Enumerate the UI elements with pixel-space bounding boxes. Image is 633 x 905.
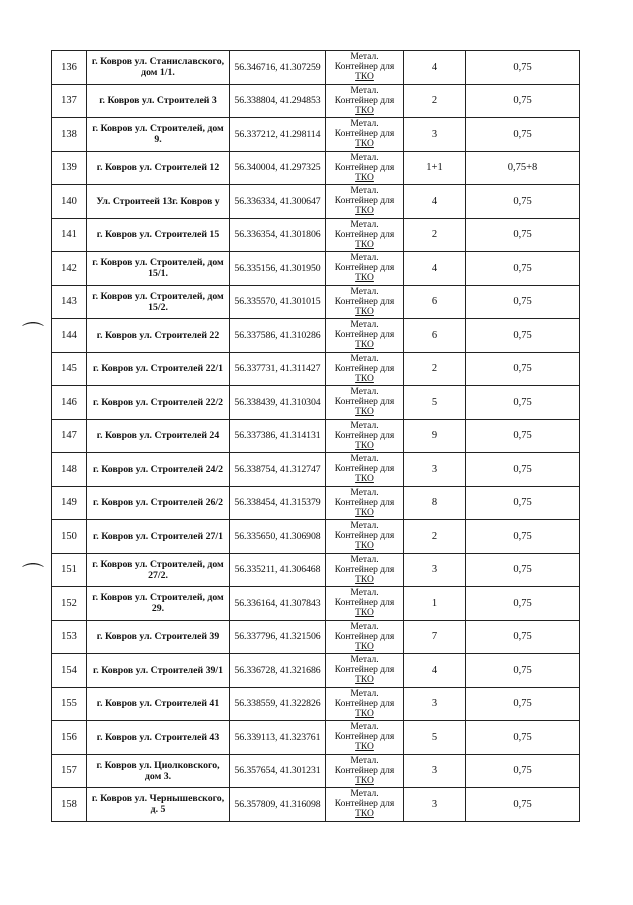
- container-type-cell: [326, 553, 404, 587]
- container-type-line: Метал.: [350, 755, 379, 766]
- margin-mark-top: ⌒: [22, 321, 45, 346]
- coordinates-cell: 56.338804, 41.294853: [230, 84, 326, 118]
- coordinates-cell: 56.337212, 41.298114: [230, 118, 326, 152]
- container-type-line: ТКО: [355, 407, 374, 418]
- margin-mark-bottom: ⌒: [22, 562, 45, 587]
- address-cell: г. Ковров ул. Строителей, дом 29.: [87, 587, 230, 621]
- table-row: [52, 252, 580, 286]
- container-type-line: Метал.: [350, 487, 379, 498]
- container-volume-cell: 0,75: [466, 553, 580, 587]
- container-type-line: Метал.: [350, 52, 379, 63]
- row-number: 137: [52, 84, 87, 118]
- row-number: 151: [52, 553, 87, 587]
- container-type-line: Контейнер для: [334, 162, 395, 173]
- container-count-cell: 3: [404, 687, 466, 721]
- container-type-cell: [326, 118, 404, 152]
- container-type-line: Метал.: [350, 521, 379, 532]
- address-cell: г. Ковров ул. Строителей 39: [87, 620, 230, 654]
- container-count-cell: 1+1: [404, 151, 466, 185]
- container-type-line: Метал.: [350, 219, 379, 230]
- container-volume-cell: 0,75: [466, 218, 580, 252]
- coordinates-cell: 56.337386, 41.314131: [230, 419, 326, 453]
- row-number: 139: [52, 151, 87, 185]
- container-volume-cell: 0,75+8: [466, 151, 580, 185]
- container-count-cell: 8: [404, 486, 466, 520]
- container-type-line: Метал.: [350, 286, 379, 297]
- container-count-cell: 3: [404, 788, 466, 822]
- container-type-line: Контейнер для: [334, 564, 395, 575]
- address-cell: г. Ковров ул. Строителей 12: [87, 151, 230, 185]
- table-row: [52, 386, 580, 420]
- row-number: 145: [52, 352, 87, 386]
- row-number: 140: [52, 185, 87, 219]
- address-cell: г. Ковров ул. Строителей 41: [87, 687, 230, 721]
- container-volume-cell: 0,75: [466, 587, 580, 621]
- container-count-cell: 2: [404, 352, 466, 386]
- table-row: [52, 486, 580, 520]
- container-count-cell: 2: [404, 84, 466, 118]
- container-type-line: Контейнер для: [334, 698, 395, 709]
- container-count-cell: 4: [404, 51, 466, 85]
- coordinates-cell: 56.336354, 41.301806: [230, 218, 326, 252]
- container-type-line: Метал.: [350, 621, 379, 632]
- table-row: [52, 218, 580, 252]
- address-cell: г. Ковров ул. Строителей 24/2: [87, 453, 230, 487]
- coordinates-cell: 56.357809, 41.316098: [230, 788, 326, 822]
- table-row: [52, 721, 580, 755]
- row-number: 152: [52, 587, 87, 621]
- address-cell: г. Ковров ул. Строителей 22/1: [87, 352, 230, 386]
- container-type-cell: [326, 520, 404, 554]
- table-row: [52, 285, 580, 319]
- container-type-cell: [326, 252, 404, 286]
- container-type-line: Метал.: [350, 253, 379, 264]
- container-type-line: ТКО: [355, 474, 374, 485]
- container-type-line: Контейнер для: [334, 296, 395, 307]
- container-type-line: Контейнер для: [334, 464, 395, 475]
- container-volume-cell: 0,75: [466, 51, 580, 85]
- container-type-line: ТКО: [355, 507, 374, 518]
- container-volume-cell: 0,75: [466, 754, 580, 788]
- table-row: [52, 84, 580, 118]
- container-type-cell: [326, 419, 404, 453]
- address-cell: г. Ковров ул. Строителей 15: [87, 218, 230, 252]
- container-type-line: Метал.: [350, 655, 379, 666]
- address-cell: г. Ковров ул. Строителей 43: [87, 721, 230, 755]
- table-row: [52, 654, 580, 688]
- container-type-line: ТКО: [355, 574, 374, 585]
- table-row: [52, 587, 580, 621]
- address-cell: г. Ковров ул. Строителей 27/1: [87, 520, 230, 554]
- container-type-line: Метал.: [350, 119, 379, 130]
- coordinates-cell: 56.346716, 41.307259: [230, 51, 326, 85]
- row-number: 157: [52, 754, 87, 788]
- containers-table: [51, 50, 580, 822]
- container-type-cell: [326, 185, 404, 219]
- container-type-line: ТКО: [355, 675, 374, 686]
- container-type-line: Контейнер для: [334, 531, 395, 542]
- container-type-line: Метал.: [350, 387, 379, 398]
- container-type-cell: [326, 788, 404, 822]
- container-type-line: ТКО: [355, 608, 374, 619]
- container-count-cell: 3: [404, 553, 466, 587]
- table-row: [52, 453, 580, 487]
- row-number: 153: [52, 620, 87, 654]
- container-type-line: Контейнер для: [334, 229, 395, 240]
- container-volume-cell: 0,75: [466, 84, 580, 118]
- container-type-cell: [326, 218, 404, 252]
- table-row: [52, 754, 580, 788]
- container-type-line: ТКО: [355, 273, 374, 284]
- container-type-cell: [326, 620, 404, 654]
- container-type-line: Метал.: [350, 454, 379, 465]
- row-number: 149: [52, 486, 87, 520]
- container-type-line: Контейнер для: [334, 129, 395, 140]
- container-volume-cell: 0,75: [466, 453, 580, 487]
- row-number: 147: [52, 419, 87, 453]
- container-type-line: Контейнер для: [334, 799, 395, 810]
- coordinates-cell: 56.337731, 41.311427: [230, 352, 326, 386]
- row-number: 156: [52, 721, 87, 755]
- container-type-line: Контейнер для: [334, 765, 395, 776]
- coordinates-cell: 56.340004, 41.297325: [230, 151, 326, 185]
- coordinates-cell: 56.338754, 41.312747: [230, 453, 326, 487]
- container-type-line: ТКО: [355, 373, 374, 384]
- address-cell: г. Ковров ул. Чернышевского, д. 5: [87, 788, 230, 822]
- address-cell: г. Ковров ул. Строителей, дом 15/1.: [87, 252, 230, 286]
- container-type-cell: [326, 453, 404, 487]
- coordinates-cell: 56.335650, 41.306908: [230, 520, 326, 554]
- container-volume-cell: 0,75: [466, 654, 580, 688]
- coordinates-cell: 56.337796, 41.321506: [230, 620, 326, 654]
- container-count-cell: 9: [404, 419, 466, 453]
- container-type-line: Контейнер для: [334, 95, 395, 106]
- container-count-cell: 5: [404, 721, 466, 755]
- container-type-line: ТКО: [355, 306, 374, 317]
- coordinates-cell: 56.338559, 41.322826: [230, 687, 326, 721]
- address-cell: г. Ковров ул. Строителей 24: [87, 419, 230, 453]
- container-type-line: ТКО: [355, 340, 374, 351]
- container-type-line: Метал.: [350, 320, 379, 331]
- table-row: [52, 352, 580, 386]
- coordinates-cell: 56.357654, 41.301231: [230, 754, 326, 788]
- coordinates-cell: 56.335156, 41.301950: [230, 252, 326, 286]
- container-type-line: Контейнер для: [334, 330, 395, 341]
- container-type-line: ТКО: [355, 172, 374, 183]
- table-row: [52, 419, 580, 453]
- row-number: 136: [52, 51, 87, 85]
- row-number: 143: [52, 285, 87, 319]
- container-volume-cell: 0,75: [466, 419, 580, 453]
- coordinates-cell: 56.338439, 41.310304: [230, 386, 326, 420]
- container-type-cell: [326, 84, 404, 118]
- container-count-cell: 3: [404, 453, 466, 487]
- container-volume-cell: 0,75: [466, 687, 580, 721]
- container-type-line: ТКО: [355, 105, 374, 116]
- address-cell: г. Ковров ул. Строителей 22: [87, 319, 230, 353]
- container-type-cell: [326, 754, 404, 788]
- container-type-cell: [326, 587, 404, 621]
- container-count-cell: 7: [404, 620, 466, 654]
- container-type-cell: [326, 51, 404, 85]
- address-cell: г. Ковров ул. Строителей 26/2: [87, 486, 230, 520]
- row-number: 158: [52, 788, 87, 822]
- row-number: 155: [52, 687, 87, 721]
- address-cell: г. Ковров ул. Станиславского, дом 1/1.: [87, 51, 230, 85]
- address-cell: Ул. Строитеей 13г. Ковров у: [87, 185, 230, 219]
- address-cell: г. Ковров ул. Строителей, дом 15/2.: [87, 285, 230, 319]
- container-volume-cell: 0,75: [466, 285, 580, 319]
- row-number: 142: [52, 252, 87, 286]
- container-count-cell: 6: [404, 319, 466, 353]
- container-type-line: ТКО: [355, 139, 374, 150]
- container-count-cell: 5: [404, 386, 466, 420]
- coordinates-cell: 56.336728, 41.321686: [230, 654, 326, 688]
- container-type-line: ТКО: [355, 206, 374, 217]
- container-type-line: Метал.: [350, 152, 379, 163]
- container-count-cell: 4: [404, 654, 466, 688]
- container-type-line: ТКО: [355, 809, 374, 820]
- table-row: [52, 151, 580, 185]
- row-number: 146: [52, 386, 87, 420]
- container-type-cell: [326, 386, 404, 420]
- container-count-cell: 2: [404, 520, 466, 554]
- container-type-line: ТКО: [355, 541, 374, 552]
- container-volume-cell: 0,75: [466, 788, 580, 822]
- coordinates-cell: 56.338454, 41.315379: [230, 486, 326, 520]
- address-cell: г. Ковров ул. Строителей 22/2: [87, 386, 230, 420]
- row-number: 150: [52, 520, 87, 554]
- container-type-line: Метал.: [350, 688, 379, 699]
- container-volume-cell: 0,75: [466, 252, 580, 286]
- container-volume-cell: 0,75: [466, 185, 580, 219]
- container-volume-cell: 0,75: [466, 721, 580, 755]
- container-count-cell: 3: [404, 118, 466, 152]
- container-type-cell: [326, 319, 404, 353]
- table-row: [52, 788, 580, 822]
- container-count-cell: 4: [404, 185, 466, 219]
- container-type-line: Метал.: [350, 420, 379, 431]
- container-type-line: Метал.: [350, 554, 379, 565]
- table-body: [52, 51, 580, 822]
- container-type-line: Контейнер для: [334, 598, 395, 609]
- container-type-line: Контейнер для: [334, 430, 395, 441]
- address-cell: г. Ковров ул. Строителей, дом 9.: [87, 118, 230, 152]
- container-type-line: Метал.: [350, 353, 379, 364]
- coordinates-cell: 56.337586, 41.310286: [230, 319, 326, 353]
- address-cell: г. Ковров ул. Строителей 3: [87, 84, 230, 118]
- container-type-line: ТКО: [355, 239, 374, 250]
- container-type-line: Метал.: [350, 722, 379, 733]
- container-type-cell: [326, 687, 404, 721]
- coordinates-cell: 56.339113, 41.323761: [230, 721, 326, 755]
- container-count-cell: 2: [404, 218, 466, 252]
- container-type-line: Метал.: [350, 186, 379, 197]
- container-type-line: Контейнер для: [334, 732, 395, 743]
- container-type-line: Контейнер для: [334, 62, 395, 73]
- coordinates-cell: 56.335570, 41.301015: [230, 285, 326, 319]
- table-row: [52, 520, 580, 554]
- table-row: [52, 185, 580, 219]
- container-count-cell: 3: [404, 754, 466, 788]
- row-number: 144: [52, 319, 87, 353]
- container-type-cell: [326, 654, 404, 688]
- container-volume-cell: 0,75: [466, 520, 580, 554]
- address-cell: г. Ковров ул. Строителей 39/1: [87, 654, 230, 688]
- container-type-cell: [326, 352, 404, 386]
- row-number: 154: [52, 654, 87, 688]
- container-type-cell: [326, 285, 404, 319]
- container-type-line: Контейнер для: [334, 497, 395, 508]
- container-volume-cell: 0,75: [466, 352, 580, 386]
- coordinates-cell: 56.335211, 41.306468: [230, 553, 326, 587]
- container-type-line: Метал.: [350, 789, 379, 800]
- container-type-line: Контейнер для: [334, 263, 395, 274]
- container-volume-cell: 0,75: [466, 386, 580, 420]
- container-volume-cell: 0,75: [466, 486, 580, 520]
- container-type-line: Контейнер для: [334, 397, 395, 408]
- container-type-cell: [326, 151, 404, 185]
- container-volume-cell: 0,75: [466, 118, 580, 152]
- table-row: [52, 620, 580, 654]
- table-row: [52, 118, 580, 152]
- container-type-line: ТКО: [355, 72, 374, 83]
- table-row: [52, 553, 580, 587]
- container-type-line: Контейнер для: [334, 631, 395, 642]
- container-type-line: Метал.: [350, 85, 379, 96]
- container-type-cell: [326, 721, 404, 755]
- container-count-cell: 4: [404, 252, 466, 286]
- address-cell: г. Ковров ул. Циолковского, дом 3.: [87, 754, 230, 788]
- container-type-line: ТКО: [355, 708, 374, 719]
- container-type-line: ТКО: [355, 440, 374, 451]
- coordinates-cell: 56.336164, 41.307843: [230, 587, 326, 621]
- table-row: [52, 51, 580, 85]
- table-row: [52, 687, 580, 721]
- container-type-cell: [326, 486, 404, 520]
- row-number: 138: [52, 118, 87, 152]
- container-type-line: ТКО: [355, 641, 374, 652]
- container-type-line: ТКО: [355, 742, 374, 753]
- address-cell: г. Ковров ул. Строителей, дом 27/2.: [87, 553, 230, 587]
- row-number: 141: [52, 218, 87, 252]
- container-type-line: ТКО: [355, 775, 374, 786]
- container-count-cell: 1: [404, 587, 466, 621]
- container-type-line: Контейнер для: [334, 665, 395, 676]
- container-type-line: Метал.: [350, 588, 379, 599]
- container-count-cell: 6: [404, 285, 466, 319]
- container-type-line: Контейнер для: [334, 196, 395, 207]
- table-row: [52, 319, 580, 353]
- container-type-line: Контейнер для: [334, 363, 395, 374]
- coordinates-cell: 56.336334, 41.300647: [230, 185, 326, 219]
- container-volume-cell: 0,75: [466, 620, 580, 654]
- container-volume-cell: 0,75: [466, 319, 580, 353]
- row-number: 148: [52, 453, 87, 487]
